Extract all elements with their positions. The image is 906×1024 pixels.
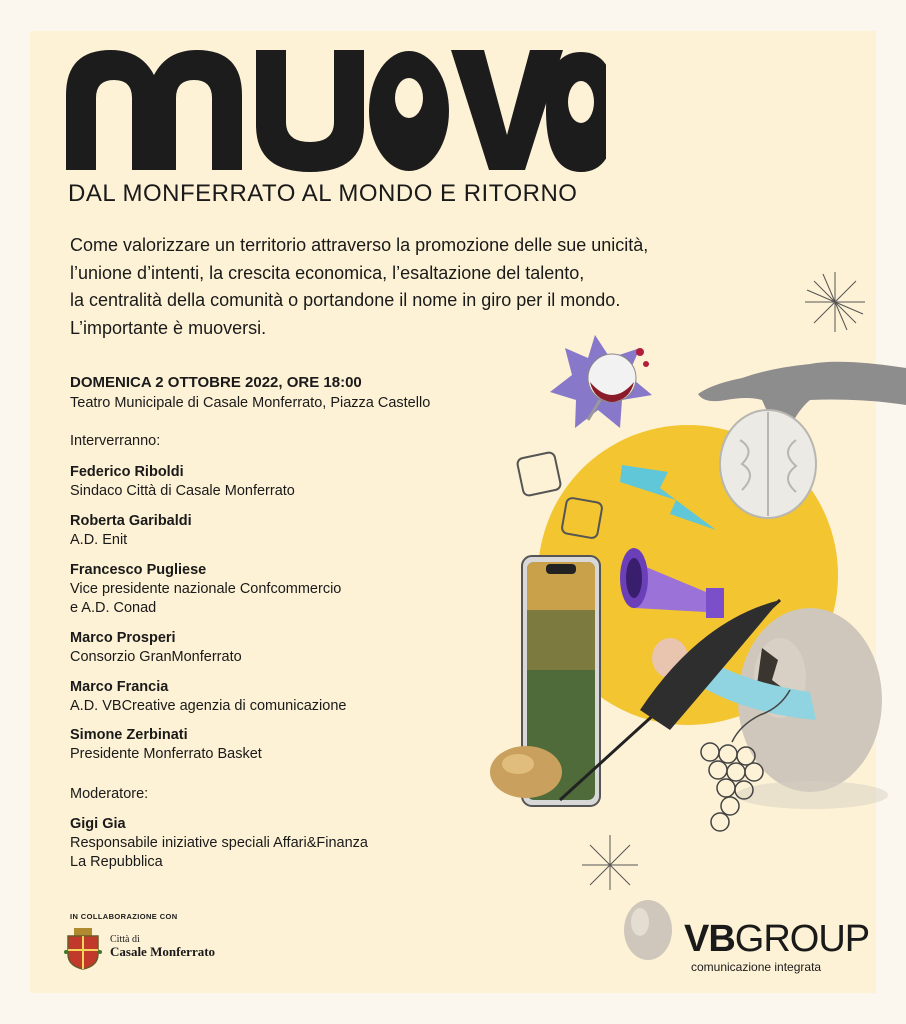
moderator-role-line2: La Repubblica <box>70 854 163 870</box>
speaker-role: A.D. VBCreative agenzia di comunicazione <box>70 698 347 714</box>
event-place: Teatro Municipale di Casale Monferrato, Piazza Castello <box>70 395 431 411</box>
speaker-name: Federico Riboldi <box>70 464 184 480</box>
speaker-role: Presidente Monferrato Basket <box>70 746 262 762</box>
city-line1: Città di <box>110 934 140 945</box>
speaker <box>70 726 262 764</box>
speaker-role-line2: e A.D. Conad <box>70 600 157 616</box>
speaker-name: Marco Francia <box>70 679 169 695</box>
truffle-icon <box>490 746 562 798</box>
speakers-label: Interverranno: <box>70 433 161 449</box>
vb-group-logo <box>684 918 869 961</box>
speaker-name: Simone Zerbinati <box>70 727 188 743</box>
moderator-role: Responsabile iniziative speciali Affari&Finanza <box>70 835 368 851</box>
speaker-name: Marco Prosperi <box>70 630 176 646</box>
muovo-logo <box>66 40 606 180</box>
intro-line: la centralità della comunità o portandone il nome in giro per il mondo. <box>70 290 621 310</box>
speaker <box>70 629 242 667</box>
speaker-role: Vice presidente nazionale Confcommercio <box>70 581 342 597</box>
speaker-role: A.D. Enit <box>70 532 128 548</box>
collaboration-label: IN COLLABORAZIONE CON <box>70 912 178 921</box>
speaker-name: Roberta Garibaldi <box>70 513 192 529</box>
egg-icon <box>618 892 678 962</box>
intro-line: Come valorizzare un territorio attraverso la promozione delle sue unicità, <box>70 235 649 255</box>
speaker-name: Francesco Pugliese <box>70 562 207 578</box>
vb-subtitle: comunicazione integrata <box>691 960 822 974</box>
city-line2: Casale Monferrato <box>110 944 216 959</box>
collage-illustration <box>480 260 906 890</box>
tagline: DAL MONFERRATO AL MONDO E RITORNO <box>68 180 578 207</box>
speaker <box>70 678 346 716</box>
brain-icon <box>720 410 816 518</box>
sparkle-icon <box>805 272 865 332</box>
wine-glass-icon <box>550 335 652 428</box>
intro-line: l’unione d’intenti, la crescita economica, l’esaltazione del talento, <box>70 262 585 283</box>
speaker-role: Consorzio GranMonferrato <box>70 649 242 665</box>
speaker-role: Sindaco Città di Casale Monferrato <box>70 483 295 499</box>
speaker <box>70 512 192 550</box>
intro-line: L’importante è muoversi. <box>70 317 267 338</box>
sparkle-icon <box>582 835 638 890</box>
city-crest-icon <box>64 926 102 970</box>
speaker <box>70 463 295 501</box>
moderator <box>70 815 368 872</box>
city-name <box>110 934 215 960</box>
vb-bold: VB <box>684 918 735 960</box>
event-date: DOMENICA 2 OTTOBRE 2022, ORE 18:00 <box>70 374 362 391</box>
moderator-label: Moderatore: <box>70 786 149 802</box>
vb-light: GROUP <box>734 918 870 960</box>
moderator-name: Gigi Gia <box>70 816 126 832</box>
speaker <box>70 561 341 618</box>
